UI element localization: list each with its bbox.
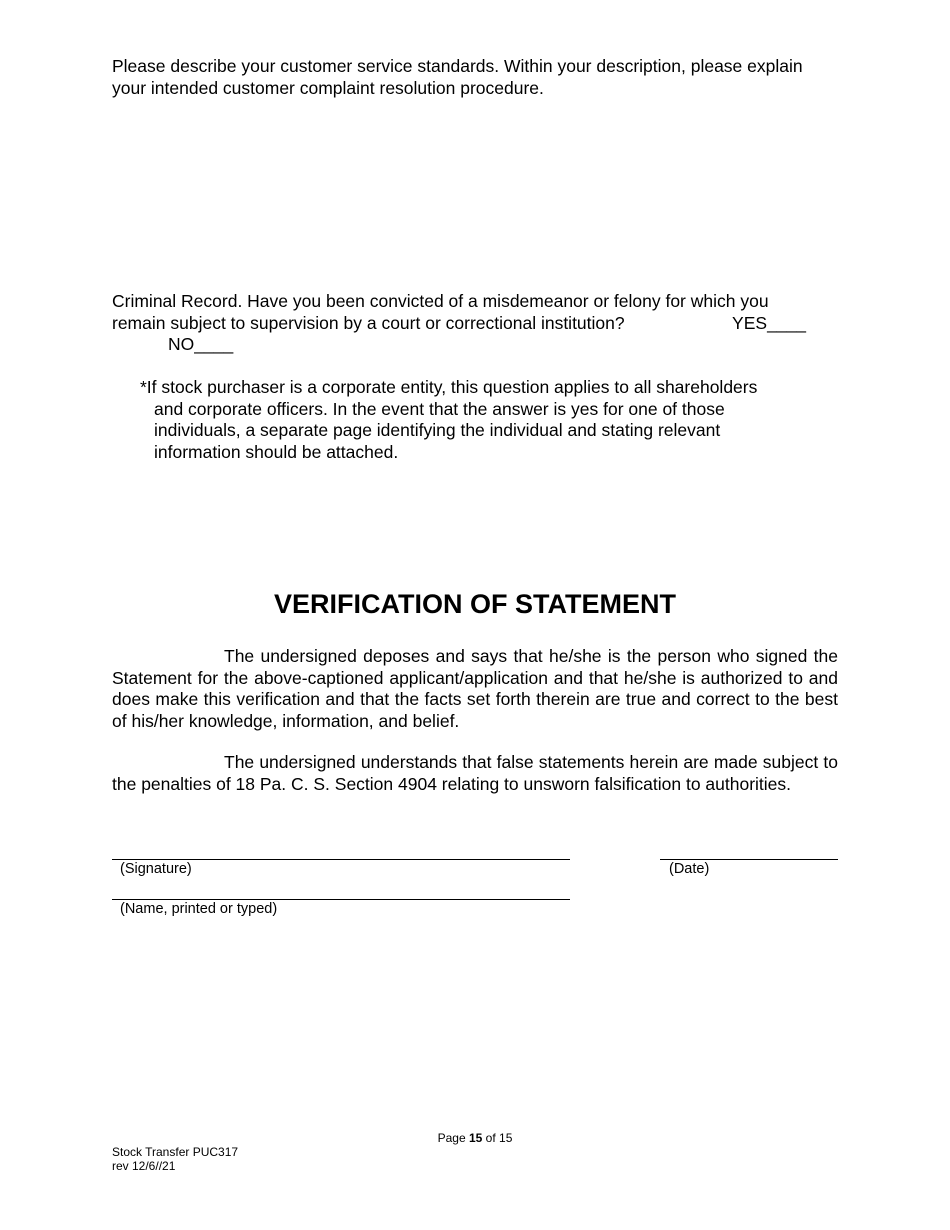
current-page: 15 bbox=[468, 1131, 483, 1145]
total-pages: 15 bbox=[499, 1131, 513, 1145]
verification-paragraph-2: The undersigned understands that false statements herein are made subject to the penalties of 18 Pa. C. S. Section 4904 relating to unsworn falsification to authorities. bbox=[112, 752, 838, 794]
customer-service-question: Please describe your customer service standards. Within your description, please explain your intended customer complaint resolution procedure. bbox=[112, 56, 803, 98]
form-revision: rev 12/6//21 bbox=[112, 1159, 176, 1173]
name-label: (Name, printed or typed) bbox=[120, 901, 278, 917]
criminal-record-line2: remain subject to supervision by a court or correctional institution? bbox=[112, 312, 625, 333]
signature-label: (Signature) bbox=[120, 861, 192, 877]
verification-paragraph-1: The undersigned deposes and says that he/she is the person who signed the Statement for the above-captioned applicant/application and that he/she is authorized to and does make this verification and that the facts set forth therein are true and correct to the best of his/her knowledge, information, and belief. bbox=[112, 646, 838, 731]
criminal-record-question bbox=[112, 291, 838, 356]
yes-answer-blank: YES____ bbox=[732, 312, 806, 333]
signature-line bbox=[112, 859, 570, 860]
form-info bbox=[112, 1145, 238, 1173]
note-continuation: and corporate officers. In the event that the answer is yes for one of those individuals, a separate page identifying the individual and stating relevant information should be attached. bbox=[154, 398, 725, 462]
date-line bbox=[660, 859, 838, 860]
name-line bbox=[112, 899, 570, 900]
page-number: Page 15 of 15 bbox=[437, 1131, 513, 1145]
date-label: (Date) bbox=[669, 861, 710, 877]
no-answer-blank: NO____ bbox=[168, 334, 234, 354]
criminal-record-line1: Criminal Record. Have you been convicted of a misdemeanor or felony for which you bbox=[112, 291, 769, 311]
note-first-line: *If stock purchaser is a corporate entity, this question applies to all shareholders bbox=[140, 377, 758, 397]
form-name: Stock Transfer PUC317 bbox=[112, 1145, 239, 1159]
corporate-entity-note bbox=[140, 377, 810, 463]
verification-title: VERIFICATION OF STATEMENT bbox=[274, 589, 676, 619]
